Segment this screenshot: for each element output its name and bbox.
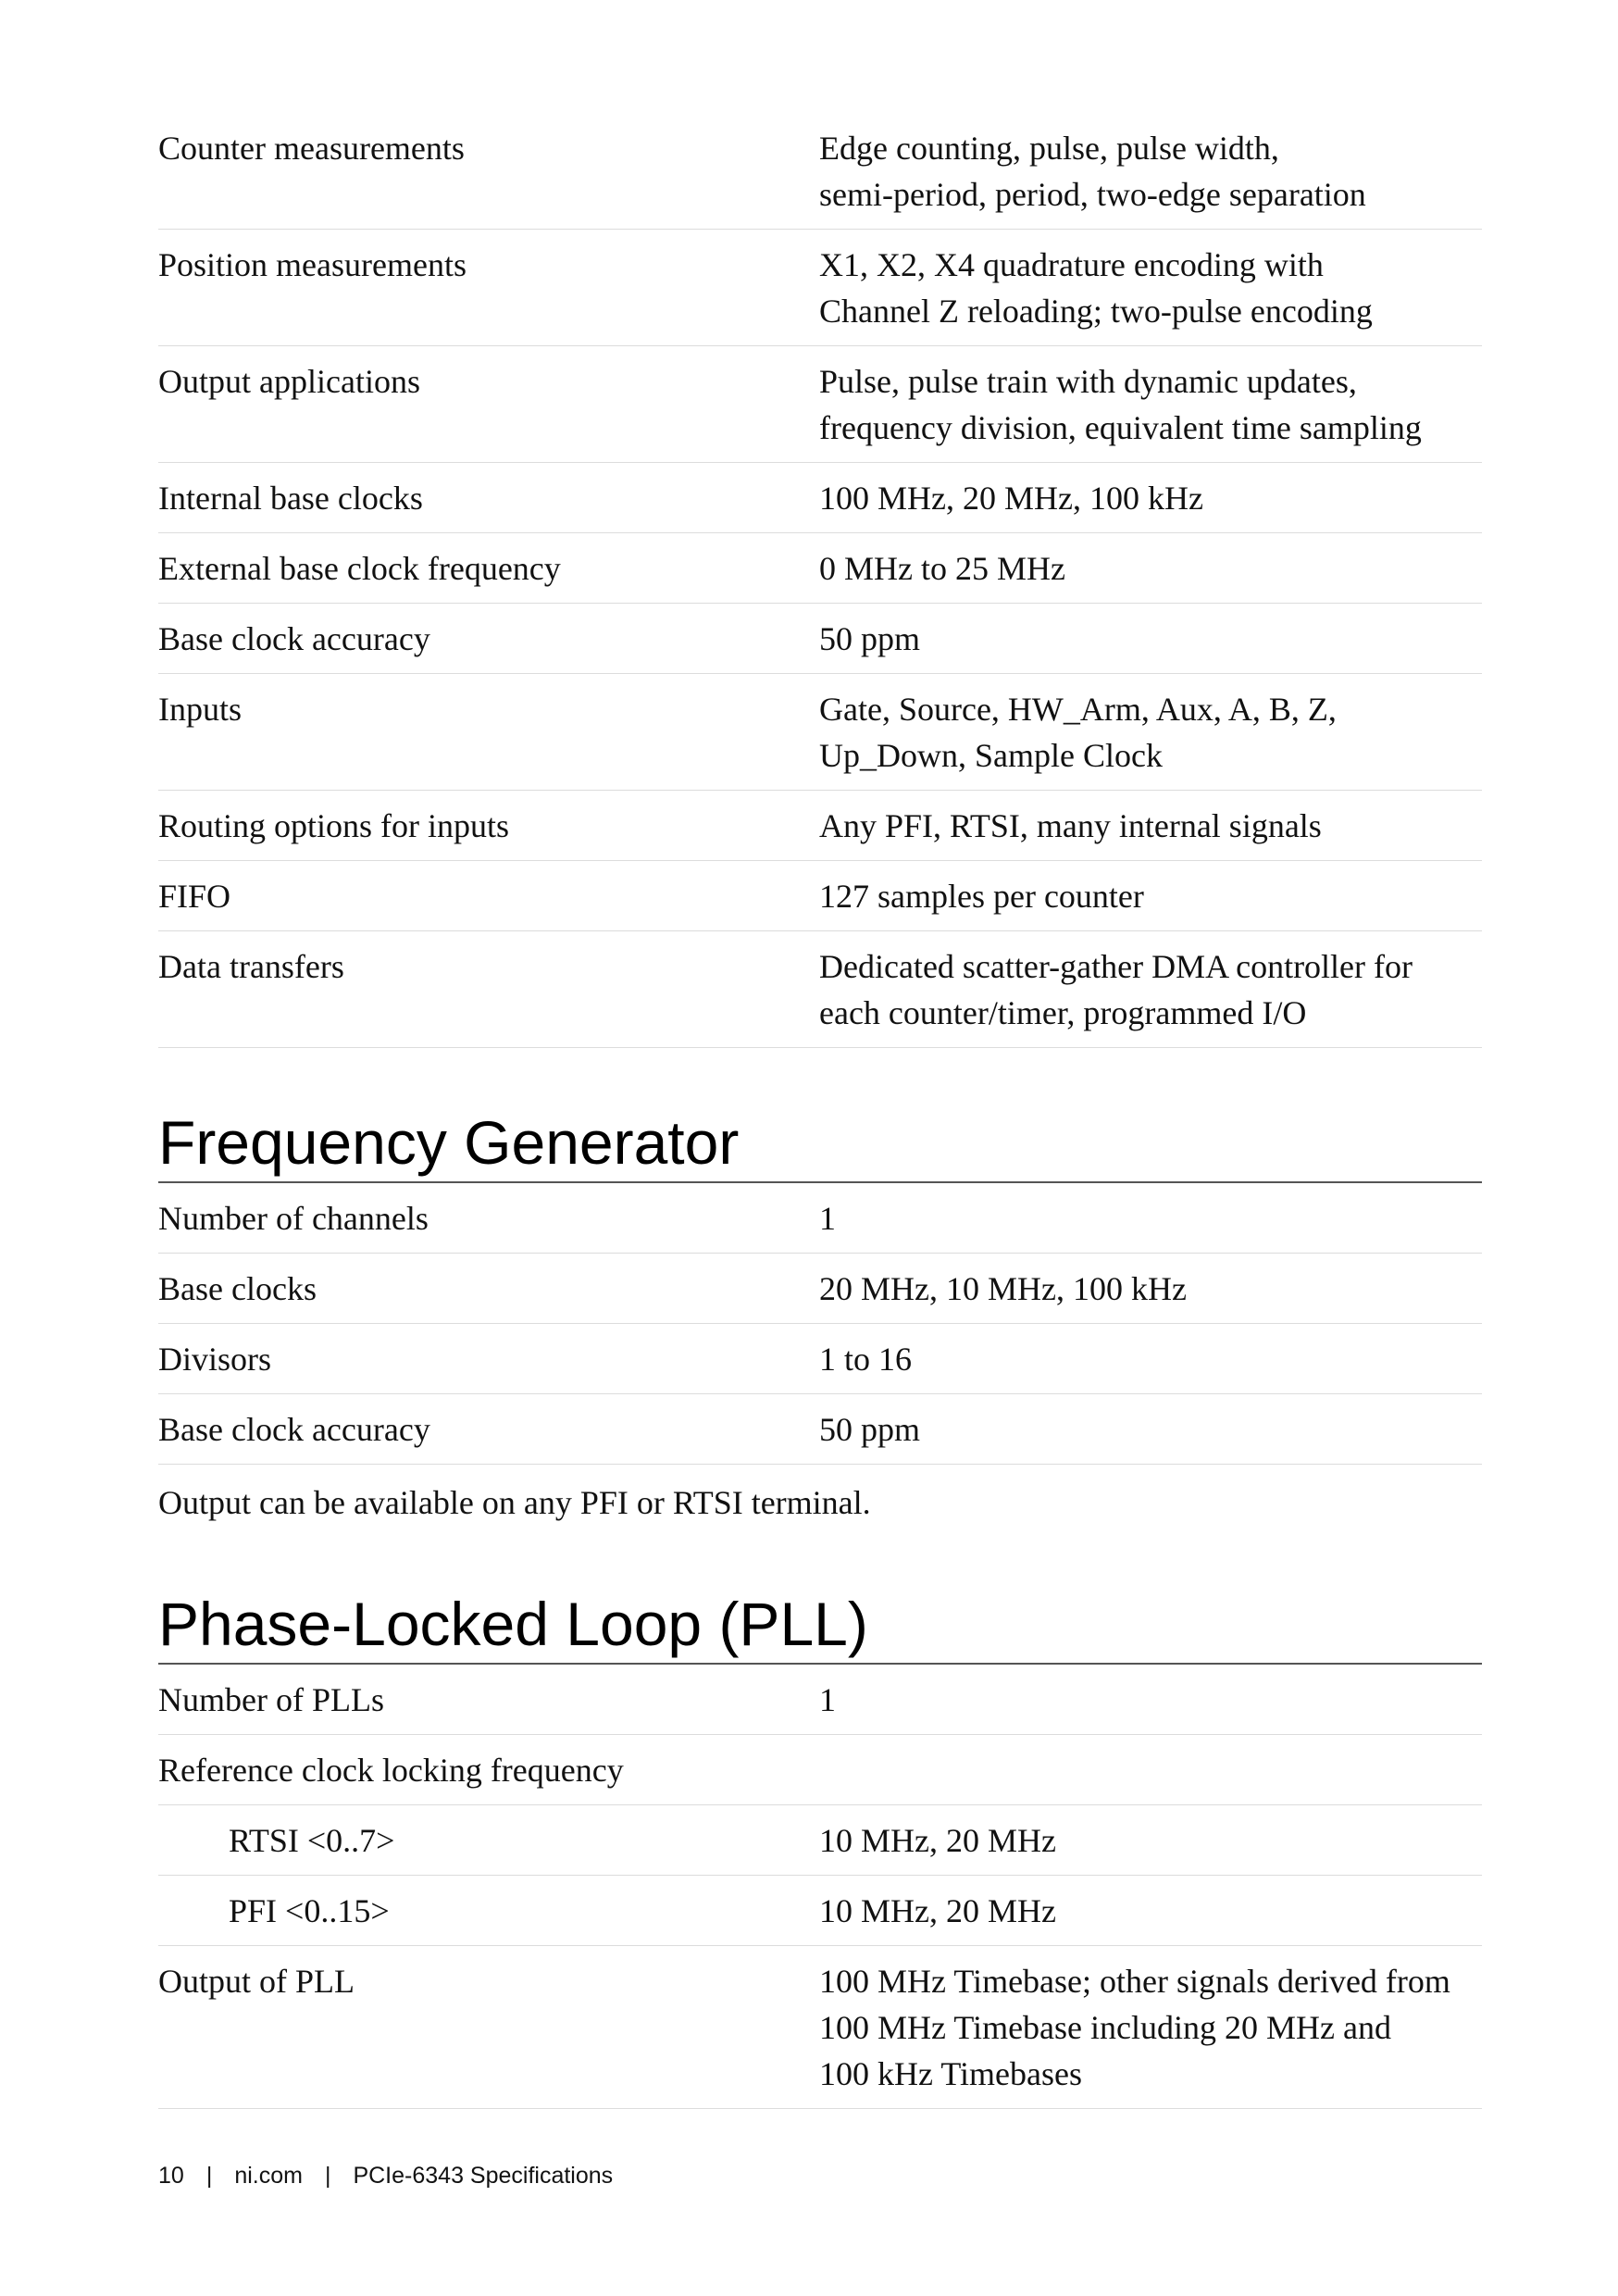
spec-row bbox=[158, 1946, 1482, 2109]
pll-spec-table bbox=[158, 1665, 1482, 2109]
spec-value bbox=[819, 686, 1482, 779]
spec-value-line: 0 MHz to 25 MHz bbox=[819, 550, 1065, 587]
spec-value-line: Channel Z reloading; two-pulse encoding bbox=[819, 293, 1373, 330]
spec-value bbox=[819, 1677, 1482, 1723]
spec-value-line: semi-period, period, two-edge separation bbox=[819, 176, 1366, 213]
spec-label: Data transfers bbox=[158, 948, 344, 985]
spec-value-line: Edge counting, pulse, pulse width, bbox=[819, 130, 1279, 167]
spec-value-line: 10 MHz, 20 MHz bbox=[819, 1822, 1056, 1859]
spec-value-line: Pulse, pulse train with dynamic updates, bbox=[819, 363, 1357, 400]
spec-value-line: 10 MHz, 20 MHz bbox=[819, 1892, 1056, 1929]
page-number: 10 bbox=[158, 2163, 184, 2189]
spec-row bbox=[158, 674, 1482, 791]
spec-value bbox=[819, 1817, 1482, 1864]
footer-doc-title: PCIe-6343 Specifications bbox=[353, 2163, 614, 2189]
spec-row bbox=[158, 230, 1482, 346]
spec-label: External base clock frequency bbox=[158, 550, 561, 587]
footer-separator: | bbox=[324, 2163, 331, 2189]
spec-value-line: Any PFI, RTSI, many internal signals bbox=[819, 807, 1322, 844]
spec-label: Internal base clocks bbox=[158, 480, 423, 517]
spec-value-line: 100 MHz Timebase including 20 MHz and bbox=[819, 2009, 1391, 2046]
spec-row bbox=[158, 861, 1482, 931]
spec-label: Counter measurements bbox=[158, 130, 465, 167]
spec-row bbox=[158, 463, 1482, 533]
spec-value bbox=[819, 943, 1482, 1036]
spec-value bbox=[819, 873, 1482, 919]
spec-value-line: 127 samples per counter bbox=[819, 878, 1144, 915]
spec-page bbox=[158, 113, 1482, 2109]
spec-value-line: 100 MHz Timebase; other signals derived from bbox=[819, 1963, 1450, 2000]
spec-value bbox=[819, 616, 1482, 662]
spec-value-line: Dedicated scatter-gather DMA controller for bbox=[819, 948, 1413, 985]
spec-row bbox=[158, 604, 1482, 674]
spec-row bbox=[158, 1876, 1482, 1946]
spec-value bbox=[819, 1888, 1482, 1934]
spec-row bbox=[158, 1324, 1482, 1394]
spec-value-line: 1 bbox=[819, 1200, 836, 1237]
spec-value-line: 20 MHz, 10 MHz, 100 kHz bbox=[819, 1270, 1187, 1307]
page-footer bbox=[158, 2163, 613, 2190]
spec-row bbox=[158, 346, 1482, 463]
spec-label: PFI <0..15> bbox=[229, 1892, 390, 1929]
spec-row bbox=[158, 1183, 1482, 1254]
spec-value bbox=[819, 1266, 1482, 1312]
spec-row bbox=[158, 791, 1482, 861]
spec-label: Number of PLLs bbox=[158, 1681, 384, 1718]
frequency-generator-note: Output can be available on any PFI or RTSI terminal. bbox=[158, 1484, 871, 1521]
spec-label: Base clock accuracy bbox=[158, 1411, 430, 1448]
spec-value-line: 100 kHz Timebases bbox=[819, 2055, 1083, 2092]
spec-value bbox=[819, 358, 1482, 451]
spec-value-line: Up_Down, Sample Clock bbox=[819, 737, 1163, 774]
spec-value-line: Gate, Source, HW_Arm, Aux, A, B, Z, bbox=[819, 691, 1337, 728]
spec-value bbox=[819, 125, 1482, 218]
frequency-generator-heading: Frequency Generator bbox=[158, 1107, 1482, 1183]
spec-row bbox=[158, 931, 1482, 1048]
spec-value bbox=[819, 803, 1482, 849]
spec-row bbox=[158, 1735, 1482, 1805]
footer-site-link[interactable]: ni.com bbox=[234, 2163, 303, 2189]
counter-spec-table bbox=[158, 113, 1482, 1048]
spec-value-line: frequency division, equivalent time sampling bbox=[819, 409, 1422, 446]
spec-label: Output of PLL bbox=[158, 1963, 355, 2000]
spec-label: Base clock accuracy bbox=[158, 620, 430, 657]
spec-label: Reference clock locking frequency bbox=[158, 1752, 624, 1789]
spec-row bbox=[158, 1665, 1482, 1735]
spec-row bbox=[158, 533, 1482, 604]
spec-value bbox=[819, 1336, 1482, 1382]
spec-value-line: 50 ppm bbox=[819, 620, 921, 657]
spec-value-line: 1 to 16 bbox=[819, 1341, 913, 1378]
spec-row bbox=[158, 1394, 1482, 1465]
spec-value bbox=[819, 1958, 1482, 2097]
footer-separator: | bbox=[205, 2163, 213, 2189]
spec-label: FIFO bbox=[158, 878, 231, 915]
spec-label: Position measurements bbox=[158, 246, 467, 283]
spec-label: Output applications bbox=[158, 363, 420, 400]
spec-value bbox=[819, 242, 1482, 334]
spec-label: Divisors bbox=[158, 1341, 272, 1378]
spec-value-line: X1, X2, X4 quadrature encoding with bbox=[819, 246, 1324, 283]
spec-row bbox=[158, 1254, 1482, 1324]
spec-value-line: 50 ppm bbox=[819, 1411, 921, 1448]
spec-label: Number of channels bbox=[158, 1200, 429, 1237]
spec-value bbox=[819, 545, 1482, 592]
frequency-generator-table bbox=[158, 1183, 1482, 1465]
spec-value-line: each counter/timer, programmed I/O bbox=[819, 994, 1307, 1031]
spec-value bbox=[819, 1747, 1482, 1793]
spec-value bbox=[819, 1406, 1482, 1453]
spec-value bbox=[819, 1195, 1482, 1242]
spec-label: Inputs bbox=[158, 691, 242, 728]
pll-heading: Phase-Locked Loop (PLL) bbox=[158, 1589, 1482, 1665]
spec-row bbox=[158, 1805, 1482, 1876]
spec-value-line: 1 bbox=[819, 1681, 836, 1718]
spec-value-line: 100 MHz, 20 MHz, 100 kHz bbox=[819, 480, 1203, 517]
spec-row bbox=[158, 113, 1482, 230]
spec-value bbox=[819, 475, 1482, 521]
spec-label: RTSI <0..7> bbox=[229, 1822, 395, 1859]
spec-label: Routing options for inputs bbox=[158, 807, 510, 844]
spec-label: Base clocks bbox=[158, 1270, 317, 1307]
